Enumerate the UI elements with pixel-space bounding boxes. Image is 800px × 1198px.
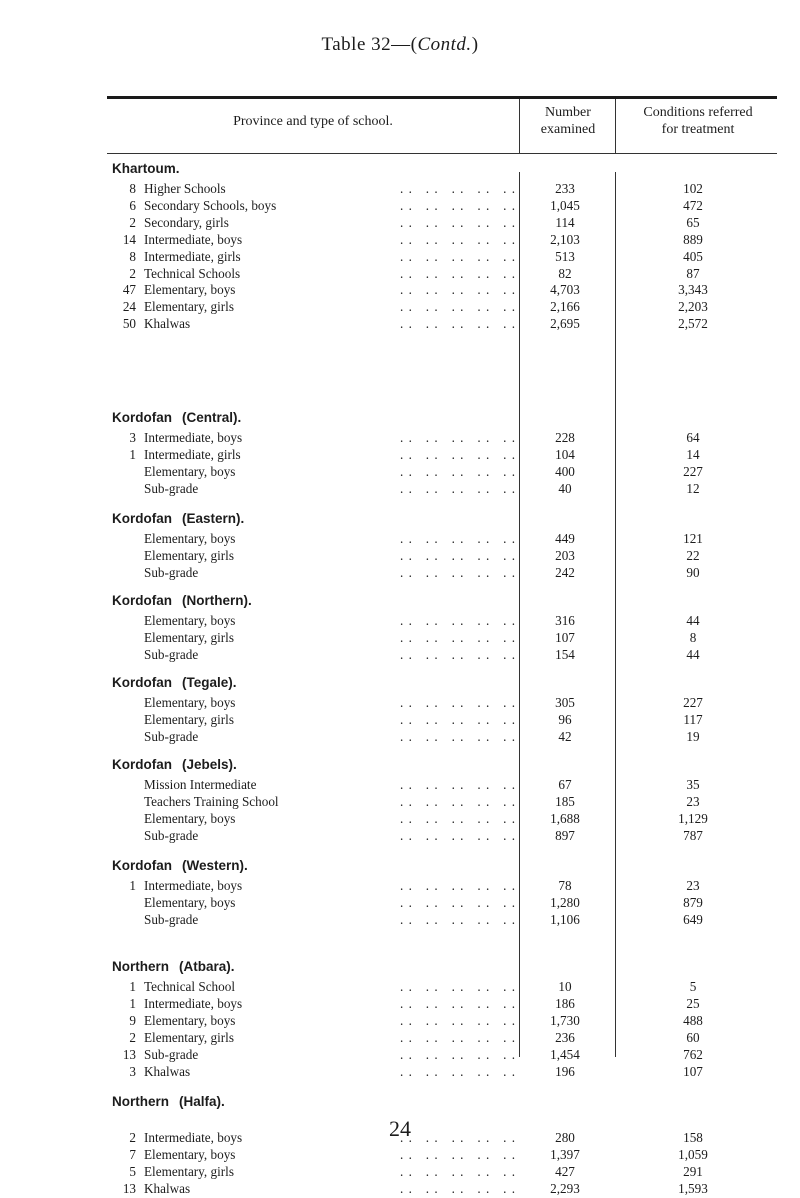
row-school-count: 24 (122, 299, 136, 315)
row-school-type: Elementary, boys (144, 894, 236, 910)
leader-dots: . . . . . . . . . . (400, 1046, 517, 1062)
leader-dots: . . . . . . . . . . (400, 979, 517, 994)
leader-dots: . . . . . . . . . . (400, 299, 517, 315)
row-number-examined: 186 (555, 995, 575, 1011)
row-school-count: 2 (129, 214, 136, 230)
table-row (0, 530, 800, 548)
table-row (0, 298, 800, 316)
row-number-examined: 449 (555, 531, 575, 546)
row-school-count: 47 (122, 282, 136, 298)
row-conditions-referred: 65 (686, 214, 700, 230)
section-heading (112, 674, 237, 692)
row-conditions-referred: 762 (683, 1046, 703, 1062)
leader-dots: . . . . . . . . . . (400, 446, 517, 462)
table-row (0, 231, 800, 249)
section-district: (Eastern). (182, 511, 245, 526)
section-province: Northern (112, 1094, 169, 1109)
row-conditions-referred: 64 (686, 430, 700, 445)
row-school-count: 50 (122, 316, 136, 332)
table-row (0, 1046, 800, 1064)
row-school-count: 7 (129, 1146, 136, 1162)
row-school-count: 13 (122, 1046, 136, 1062)
row-conditions-referred: 649 (683, 911, 703, 927)
table-row (0, 793, 800, 811)
row-school-count: 1 (129, 446, 136, 462)
row-conditions-referred: 107 (683, 1063, 703, 1079)
table-row (0, 612, 800, 630)
section-province: Northern (112, 959, 169, 974)
row-number-examined: 42 (558, 728, 572, 744)
row-school-type: Elementary, boys (144, 463, 236, 479)
row-conditions-referred: 472 (683, 197, 703, 213)
table-row (0, 995, 800, 1013)
row-conditions-referred: 787 (683, 827, 703, 843)
section-province: Kordofan (112, 858, 172, 873)
row-conditions-referred: 8 (689, 629, 697, 645)
row-number-examined: 196 (555, 1063, 575, 1079)
section-province: Khartoum. (112, 161, 180, 176)
row-school-type: Elementary, boys (144, 282, 236, 298)
table-row (0, 1012, 800, 1030)
table-row (0, 1063, 800, 1081)
table-row (0, 711, 800, 729)
row-conditions-referred: 227 (683, 463, 703, 479)
row-school-type: Sub-grade (144, 646, 199, 662)
row-school-type: Elementary, boys (144, 695, 236, 710)
row-school-type: Intermediate, boys (144, 1130, 243, 1145)
row-conditions-referred: 22 (686, 547, 700, 563)
row-number-examined: 2,293 (550, 1180, 580, 1196)
row-number-examined: 107 (555, 629, 575, 645)
section-district: (Central). (182, 410, 242, 425)
section-heading (112, 857, 248, 875)
row-school-type: Intermediate, girls (144, 248, 241, 264)
row-school-count: 8 (129, 181, 136, 196)
row-conditions-referred: 2,572 (678, 316, 708, 332)
row-conditions-referred: 1,593 (678, 1180, 708, 1196)
row-conditions-referred: 158 (683, 1130, 703, 1145)
row-conditions-referred: 44 (686, 646, 700, 662)
section-province: Kordofan (112, 410, 172, 425)
table-row (0, 728, 800, 746)
section-district: (Northern). (182, 593, 252, 608)
row-school-count: 5 (129, 1163, 136, 1179)
table-row (0, 810, 800, 828)
section-heading (112, 510, 244, 528)
row-number-examined: 10 (558, 979, 572, 994)
header-divider-2 (615, 99, 616, 153)
row-number-examined: 82 (558, 265, 572, 281)
row-school-type: Technical School (144, 979, 235, 994)
leader-dots: . . . . . . . . . . (400, 265, 517, 281)
row-school-type: Elementary, girls (144, 547, 234, 563)
table-row (0, 1163, 800, 1181)
leader-dots: . . . . . . . . . . (400, 430, 517, 445)
row-number-examined: 1,454 (550, 1046, 580, 1062)
row-school-type: Elementary, girls (144, 711, 234, 727)
table-top-rule (107, 96, 777, 99)
row-number-examined: 305 (555, 695, 575, 710)
table-row (0, 197, 800, 215)
row-school-count: 6 (129, 197, 136, 213)
row-conditions-referred: 19 (686, 728, 700, 744)
table-row (0, 1029, 800, 1047)
table-row (0, 827, 800, 845)
row-number-examined: 233 (555, 181, 575, 196)
table-row (0, 776, 800, 794)
row-conditions-referred: 879 (683, 894, 703, 910)
row-conditions-referred: 291 (683, 1163, 703, 1179)
leader-dots: . . . . . . . . . . (400, 1163, 517, 1179)
leader-dots: . . . . . . . . . . (400, 231, 517, 247)
row-conditions-referred: 23 (686, 878, 700, 893)
section-district: (Atbara). (179, 959, 235, 974)
leader-dots: . . . . . . . . . . (400, 1063, 517, 1079)
row-conditions-referred: 5 (689, 979, 697, 994)
section-heading (112, 958, 235, 976)
row-school-type: Elementary, girls (144, 1163, 234, 1179)
row-school-count: 1 (129, 995, 136, 1011)
leader-dots: . . . . . . . . . . (400, 894, 517, 910)
table-row (0, 214, 800, 232)
row-conditions-referred: 227 (683, 695, 703, 710)
header-province: Province and type of school. (233, 114, 393, 129)
table-row (0, 429, 800, 447)
leader-dots: . . . . . . . . . . (400, 1012, 517, 1028)
row-number-examined: 203 (555, 547, 575, 563)
section-heading (112, 756, 237, 774)
leader-dots: . . . . . . . . . . (400, 248, 517, 264)
row-school-type: Sub-grade (144, 827, 199, 843)
row-school-type: Intermediate, girls (144, 446, 241, 462)
row-school-type: Intermediate, boys (144, 878, 243, 893)
section-province: Kordofan (112, 593, 172, 608)
table-row (0, 694, 800, 712)
leader-dots: . . . . . . . . . . (400, 547, 517, 563)
leader-dots: . . . . . . . . . . (400, 1130, 517, 1145)
section-province: Kordofan (112, 757, 172, 772)
row-school-count: 1 (129, 878, 136, 893)
row-school-type: Mission Intermediate (144, 777, 257, 792)
row-school-count: 2 (129, 1029, 136, 1045)
row-number-examined: 4,703 (550, 282, 580, 298)
leader-dots: . . . . . . . . . . (400, 282, 517, 298)
row-school-type: Elementary, girls (144, 1029, 234, 1045)
header-number-examined: Number examined (540, 105, 596, 137)
row-school-type: Sub-grade (144, 911, 199, 927)
row-conditions-referred: 3,343 (678, 282, 708, 298)
table-row (0, 629, 800, 647)
row-school-type: Elementary, girls (144, 629, 234, 645)
table-title-text: Table 32—( (321, 34, 418, 55)
row-number-examined: 104 (555, 446, 575, 462)
table-row (0, 315, 800, 333)
row-school-type: Technical Schools (144, 265, 241, 281)
table-row (0, 911, 800, 929)
table-row (0, 646, 800, 664)
row-school-type: Intermediate, boys (144, 430, 243, 445)
row-conditions-referred: 889 (683, 231, 703, 247)
row-number-examined: 236 (555, 1029, 575, 1045)
row-school-type: Khalwas (144, 1180, 191, 1196)
row-number-examined: 316 (555, 613, 575, 628)
row-number-examined: 1,045 (550, 197, 580, 213)
section-heading (112, 160, 190, 178)
row-school-type: Teachers Training School (144, 793, 279, 809)
row-number-examined: 2,166 (550, 299, 580, 315)
row-conditions-referred: 102 (683, 181, 703, 196)
row-school-count: 13 (122, 1180, 136, 1196)
leader-dots: . . . . . . . . . . (400, 480, 517, 496)
row-school-type: Elementary, boys (144, 613, 236, 628)
table-row (0, 265, 800, 283)
row-number-examined: 400 (555, 463, 575, 479)
section-heading (112, 592, 252, 610)
leader-dots: . . . . . . . . . . (400, 646, 517, 662)
row-school-count: 3 (129, 430, 136, 445)
table-row (0, 978, 800, 996)
table-title-contd: Contd. (417, 34, 472, 55)
row-school-type: Khalwas (144, 316, 191, 332)
row-number-examined: 897 (555, 827, 575, 843)
row-school-type: Khalwas (144, 1063, 191, 1079)
leader-dots: . . . . . . . . . . (400, 316, 517, 332)
table-row (0, 894, 800, 912)
row-school-count: 1 (129, 979, 136, 994)
row-school-type: Sub-grade (144, 1046, 199, 1062)
table-row (0, 564, 800, 582)
row-number-examined: 96 (558, 711, 572, 727)
leader-dots: . . . . . . . . . . (400, 214, 517, 230)
leader-dots: . . . . . . . . . . (400, 613, 517, 628)
row-conditions-referred: 1,129 (678, 810, 708, 826)
row-school-type: Elementary, boys (144, 531, 236, 546)
row-number-examined: 2,103 (550, 231, 580, 247)
row-school-type: Sub-grade (144, 480, 199, 496)
row-school-type: Elementary, boys (144, 1146, 236, 1162)
leader-dots: . . . . . . . . . . (400, 728, 517, 744)
row-conditions-referred: 23 (686, 793, 700, 809)
row-number-examined: 228 (555, 430, 575, 445)
row-number-examined: 40 (558, 480, 572, 496)
table-row (0, 1146, 800, 1164)
row-conditions-referred: 44 (686, 613, 700, 628)
row-school-type: Intermediate, boys (144, 995, 243, 1011)
row-number-examined: 185 (555, 793, 575, 809)
row-conditions-referred: 60 (686, 1029, 700, 1045)
leader-dots: . . . . . . . . . . (400, 1029, 517, 1045)
row-school-count: 3 (129, 1063, 136, 1079)
row-number-examined: 154 (555, 646, 575, 662)
table-row (0, 1180, 800, 1198)
row-school-count: 8 (129, 248, 136, 264)
row-school-type: Intermediate, boys (144, 231, 243, 247)
row-conditions-referred: 25 (686, 995, 700, 1011)
leader-dots: . . . . . . . . . . (400, 197, 517, 213)
row-school-type: Higher Schools (144, 181, 226, 196)
row-conditions-referred: 87 (686, 265, 700, 281)
row-school-type: Elementary, girls (144, 299, 234, 315)
table-row (0, 877, 800, 895)
section-province: Kordofan (112, 511, 172, 526)
leader-dots: . . . . . . . . . . (400, 878, 517, 893)
table-row (0, 180, 800, 198)
header-bottom-rule (107, 153, 777, 154)
row-number-examined: 1,688 (550, 810, 580, 826)
leader-dots: . . . . . . . . . . (400, 777, 517, 792)
section-district: (Tegale). (182, 675, 237, 690)
row-conditions-referred: 121 (683, 531, 703, 546)
row-school-count: 14 (122, 231, 136, 247)
row-school-type: Elementary, boys (144, 1012, 236, 1028)
leader-dots: . . . . . . . . . . (400, 564, 517, 580)
row-conditions-referred: 35 (686, 777, 700, 792)
table-row (0, 248, 800, 266)
leader-dots: . . . . . . . . . . (400, 711, 517, 727)
section-heading (112, 1093, 225, 1111)
page-number: 24 (389, 1116, 411, 1141)
row-number-examined: 1,106 (550, 911, 580, 927)
leader-dots: . . . . . . . . . . (400, 181, 517, 196)
table-title-close: ) (471, 34, 479, 55)
row-number-examined: 1,280 (550, 894, 580, 910)
table-title (0, 34, 800, 56)
leader-dots: . . . . . . . . . . (400, 995, 517, 1011)
row-conditions-referred: 117 (683, 711, 703, 727)
section-district: (Jebels). (182, 757, 237, 772)
table-row (0, 446, 800, 464)
table-row (0, 547, 800, 565)
leader-dots: . . . . . . . . . . (400, 463, 517, 479)
row-school-type: Secondary, girls (144, 214, 229, 230)
leader-dots: . . . . . . . . . . (400, 911, 517, 927)
section-province: Kordofan (112, 675, 172, 690)
row-number-examined: 2,695 (550, 316, 580, 332)
row-conditions-referred: 90 (686, 564, 700, 580)
row-number-examined: 67 (558, 777, 572, 792)
row-school-count: 2 (129, 265, 136, 281)
row-conditions-referred: 1,059 (678, 1146, 708, 1162)
row-number-examined: 513 (555, 248, 575, 264)
row-number-examined: 1,397 (550, 1146, 580, 1162)
header-divider-1 (519, 99, 520, 153)
row-school-type: Sub-grade (144, 564, 199, 580)
row-conditions-referred: 405 (683, 248, 703, 264)
leader-dots: . . . . . . . . . . (400, 531, 517, 546)
row-school-type: Secondary Schools, boys (144, 197, 277, 213)
row-number-examined: 280 (555, 1130, 575, 1145)
row-conditions-referred: 488 (683, 1012, 703, 1028)
row-school-count: 9 (129, 1012, 136, 1028)
row-school-type: Sub-grade (144, 728, 199, 744)
leader-dots: . . . . . . . . . . (400, 793, 517, 809)
row-conditions-referred: 2,203 (678, 299, 708, 315)
row-number-examined: 114 (555, 214, 575, 230)
table-row (0, 463, 800, 481)
row-number-examined: 242 (555, 564, 575, 580)
section-heading (112, 409, 241, 427)
leader-dots: . . . . . . . . . . (400, 810, 517, 826)
row-school-count: 2 (129, 1130, 136, 1145)
row-school-type: Elementary, boys (144, 810, 236, 826)
leader-dots: . . . . . . . . . . (400, 827, 517, 843)
row-number-examined: 427 (555, 1163, 575, 1179)
row-conditions-referred: 14 (686, 446, 700, 462)
leader-dots: . . . . . . . . . . (400, 695, 517, 710)
leader-dots: . . . . . . . . . . (400, 1180, 517, 1196)
row-conditions-referred: 12 (686, 480, 700, 496)
header-conditions-referred: Conditions referred for treatment (643, 105, 753, 137)
row-number-examined: 78 (558, 878, 572, 893)
table-row (0, 480, 800, 498)
leader-dots: . . . . . . . . . . (400, 1146, 517, 1162)
section-district: (Western). (182, 858, 248, 873)
section-district: (Halfa). (179, 1094, 225, 1109)
table-row (0, 281, 800, 299)
row-number-examined: 1,730 (550, 1012, 580, 1028)
leader-dots: . . . . . . . . . . (400, 629, 517, 645)
